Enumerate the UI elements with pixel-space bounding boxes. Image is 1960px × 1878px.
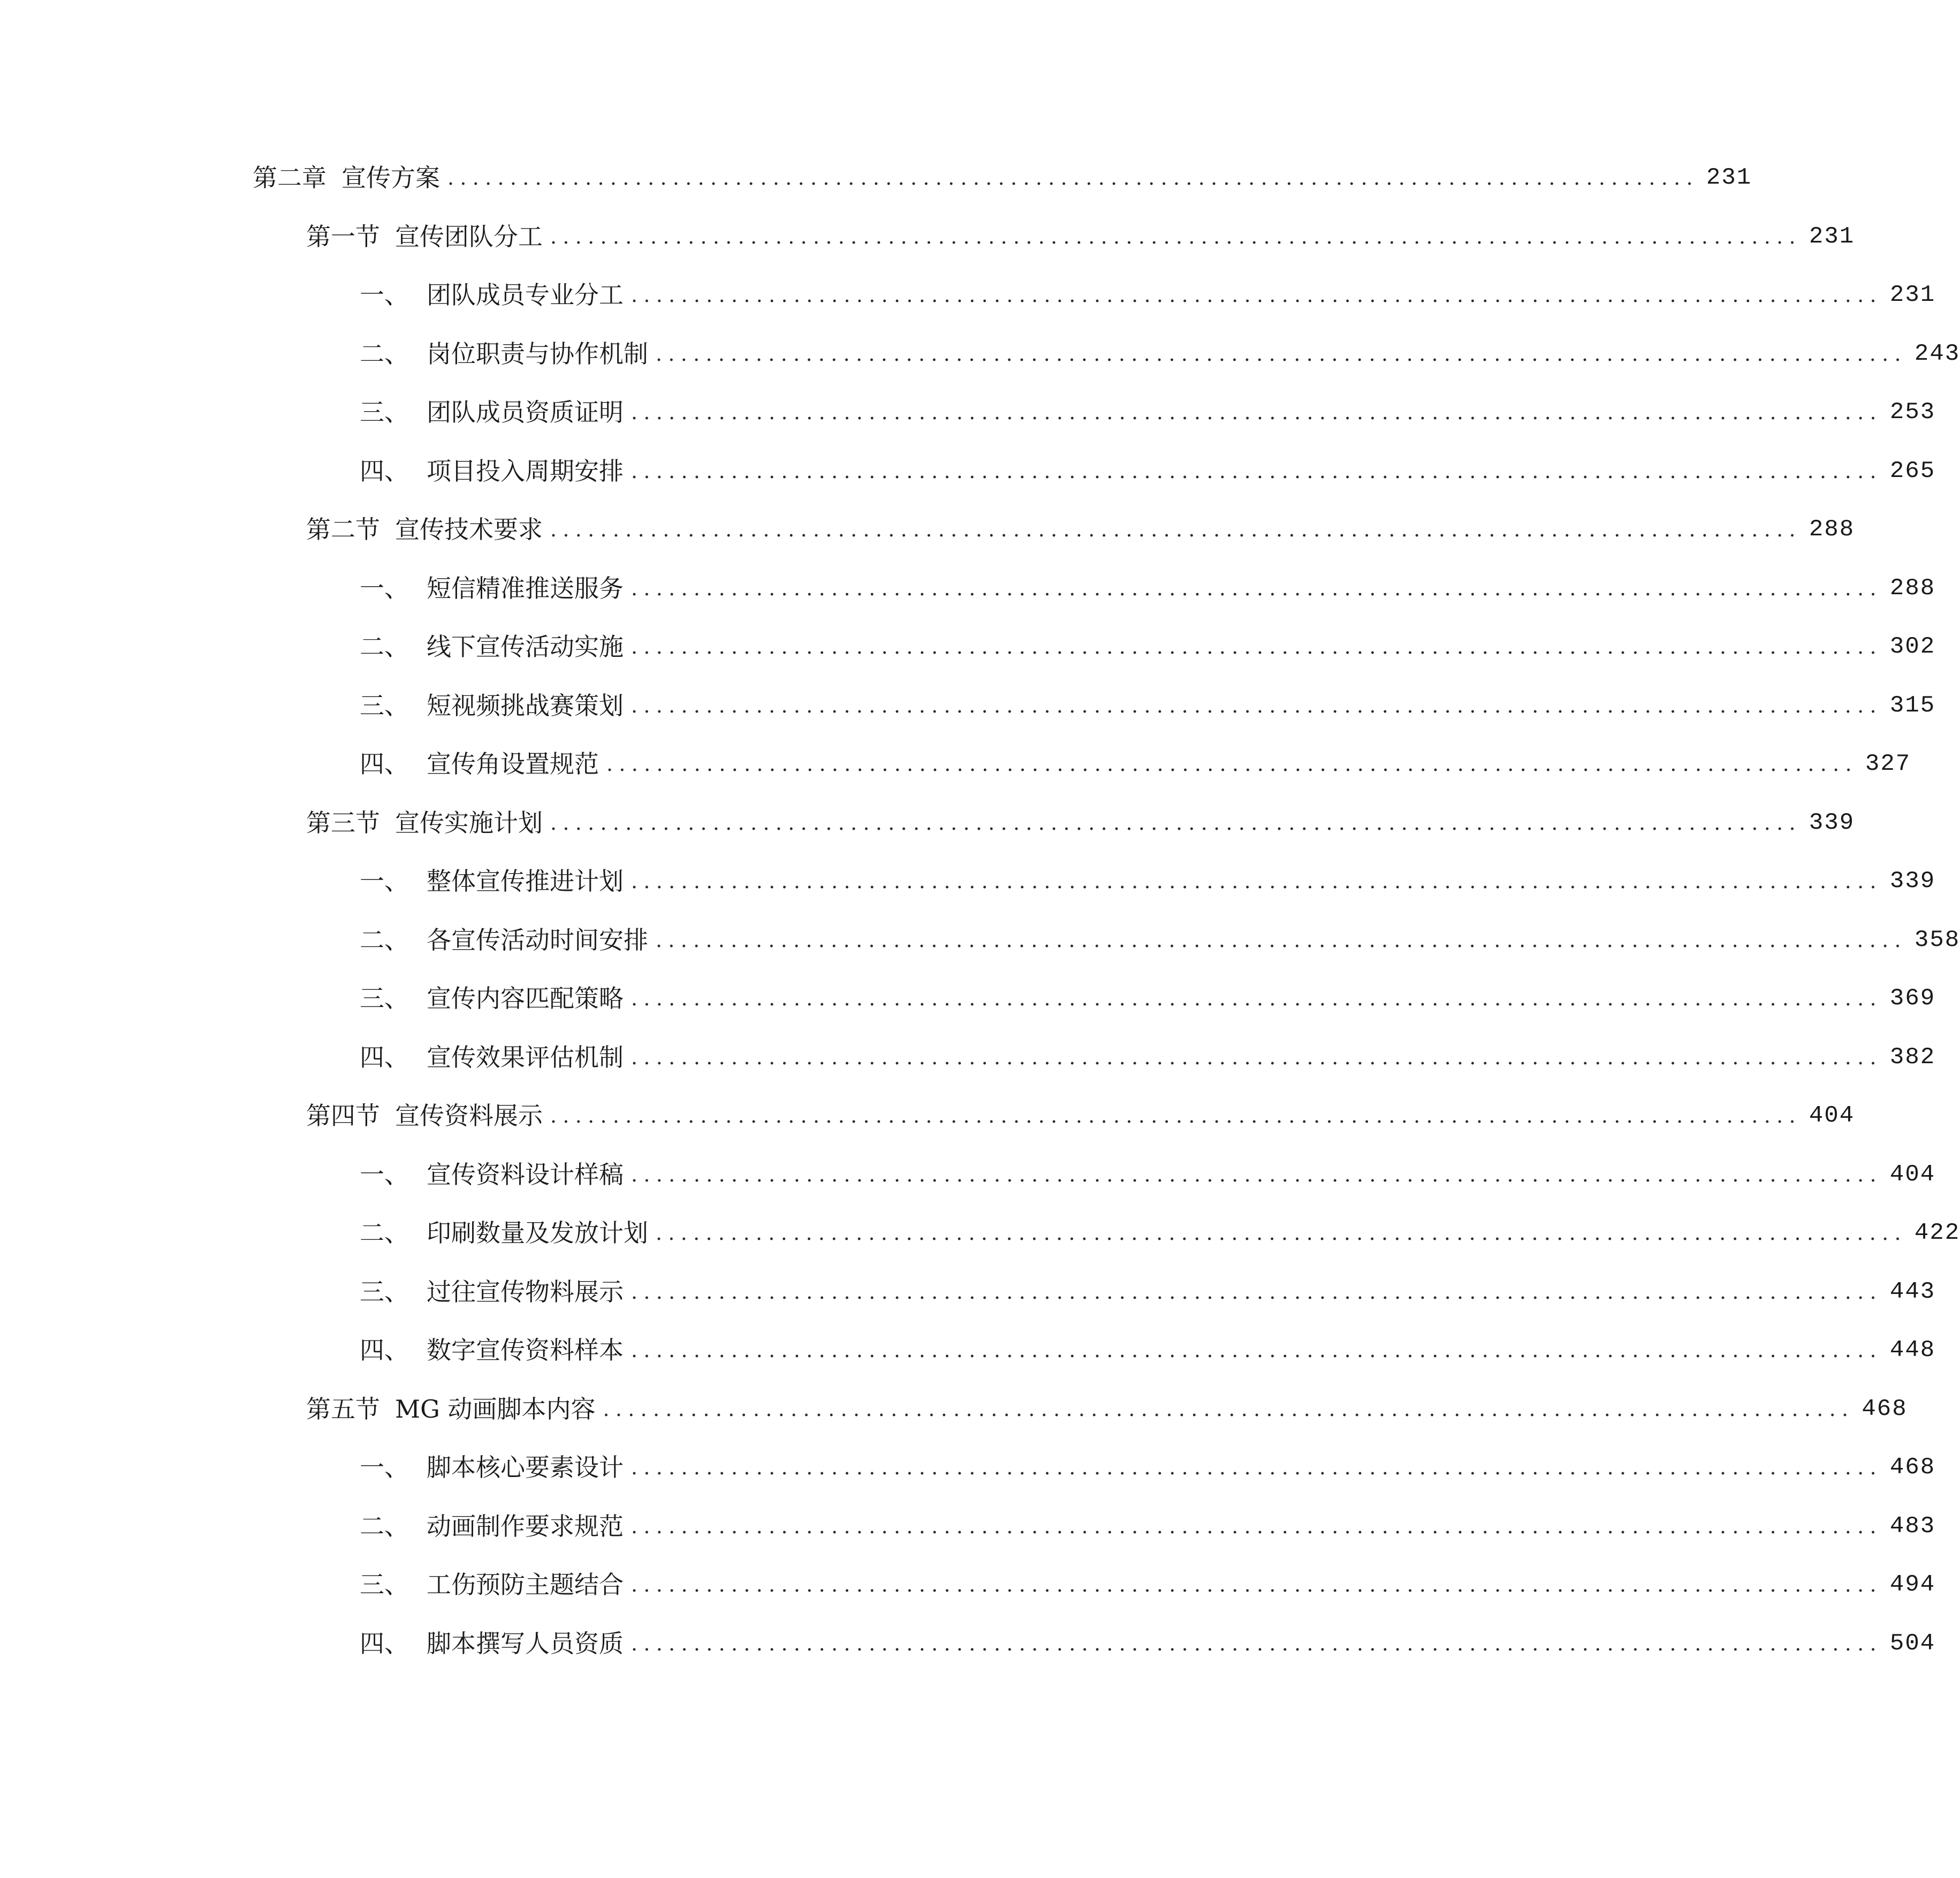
toc-entry-title: 宣传资料设计样稿: [427, 1160, 624, 1189]
toc-subsection-entry[interactable]: [360, 1211, 1960, 1254]
toc-entry-page: 288: [1809, 516, 1855, 543]
toc-entry-title: 项目投入周期安排: [427, 457, 624, 486]
dot-leader: ....................................................................................................: [631, 283, 1882, 307]
toc-entry-title: 宣传方案: [341, 163, 440, 192]
toc-entry-page: 382: [1889, 1044, 1936, 1071]
toc-subsection-entry[interactable]: [360, 1505, 1936, 1548]
toc-entry-label: [360, 1622, 624, 1665]
toc-subsection-entry[interactable]: [360, 567, 1936, 610]
toc-entry-title: 宣传技术要求: [395, 515, 543, 544]
toc-entry-label: [306, 1094, 543, 1137]
dot-leader: ....................................................................................................: [631, 400, 1882, 424]
toc-subsection-entry[interactable]: [360, 860, 1936, 903]
dot-leader: ....................................................................................................: [631, 577, 1882, 600]
toc-entry-label: [360, 919, 648, 961]
toc-entry-number: 第二节: [306, 515, 380, 544]
toc-entry-label: [360, 1270, 624, 1313]
dot-leader: ....................................................................................................: [656, 1221, 1907, 1245]
toc-entry-title: 宣传实施计划: [395, 808, 543, 837]
toc-entry-page: 231: [1889, 282, 1936, 308]
toc-entry-number: 一、: [360, 867, 409, 896]
dot-leader: ....................................................................................................: [656, 342, 1907, 366]
toc-entry-page: 243: [1914, 340, 1960, 367]
toc-entry-page: 231: [1706, 164, 1752, 191]
toc-entry-title: 宣传团队分工: [395, 222, 543, 251]
toc-entry-number: 四、: [360, 1336, 409, 1365]
toc-entry-number: 三、: [360, 1277, 409, 1306]
toc-section-entry[interactable]: [306, 1094, 1855, 1137]
dot-leader: ....................................................................................................: [631, 1632, 1882, 1655]
dot-leader: ....................................................................................................: [656, 928, 1907, 952]
toc-entry-title: 脚本核心要素设计: [427, 1453, 624, 1482]
dot-leader: ....................................................................................................: [606, 752, 1858, 776]
toc-entry-label: [306, 215, 543, 258]
toc-entry-page: 468: [1862, 1396, 1908, 1422]
toc-entry-page: 494: [1889, 1571, 1936, 1598]
toc-entry-title: 脚本撰写人员资质: [427, 1629, 624, 1658]
toc-entry-number: 第一节: [306, 222, 380, 251]
dot-leader: ....................................................................................................: [550, 518, 1802, 541]
toc-entry-page: 315: [1889, 692, 1936, 719]
toc-entry-title: 数字宣传资料样本: [427, 1336, 624, 1365]
toc-entry-number: 二、: [360, 1218, 409, 1247]
toc-entry-page: 504: [1889, 1630, 1936, 1657]
toc-entry-number: 三、: [360, 691, 409, 720]
toc-entry-number: 三、: [360, 398, 409, 427]
toc-subsection-entry[interactable]: [360, 919, 1960, 961]
toc-entry-number: 第二章: [253, 163, 326, 192]
dot-leader: ....................................................................................................: [631, 1046, 1882, 1069]
toc-entry-page: 231: [1809, 223, 1855, 250]
toc-entry-page: 448: [1889, 1337, 1936, 1364]
toc-subsection-entry[interactable]: [360, 743, 1911, 785]
toc-entry-number: 一、: [360, 1160, 409, 1189]
toc-chapter-entry[interactable]: [253, 156, 1752, 199]
dot-leader: ....................................................................................................: [550, 1104, 1802, 1127]
toc-subsection-entry[interactable]: [360, 274, 1936, 316]
toc-entry-number: 第三节: [306, 808, 380, 837]
toc-entry-page: 253: [1889, 399, 1936, 426]
toc-entry-number: 第五节: [306, 1395, 380, 1423]
toc-entry-label: [306, 508, 543, 551]
toc-entry-label: [360, 1563, 624, 1606]
toc-entry-number: 一、: [360, 281, 409, 309]
dot-leader: ....................................................................................................: [550, 225, 1802, 248]
toc-entry-page: 443: [1889, 1278, 1936, 1305]
dot-leader: ....................................................................................................: [631, 1338, 1882, 1362]
toc-entry-title: 过往宣传物料展示: [427, 1277, 624, 1306]
dot-leader: ....................................................................................................: [631, 1163, 1882, 1186]
toc-entry-title: 印刷数量及发放计划: [427, 1218, 648, 1247]
toc-subsection-entry[interactable]: [360, 684, 1936, 727]
toc-entry-title: 线下宣传活动实施: [427, 632, 624, 661]
toc-entry-page: 302: [1889, 633, 1936, 660]
toc-subsection-entry[interactable]: [360, 1329, 1936, 1372]
toc-entry-page: 468: [1889, 1454, 1936, 1481]
dot-leader: ....................................................................................................: [631, 1456, 1882, 1479]
toc-entry-title: 团队成员专业分工: [427, 281, 624, 309]
toc-entry-page: 358: [1914, 927, 1960, 953]
toc-entry-label: [360, 567, 624, 610]
toc-entry-label: [360, 274, 624, 316]
toc-entry-label: [360, 1153, 624, 1196]
toc-entry-page: 327: [1865, 751, 1911, 777]
toc-section-entry[interactable]: [306, 215, 1855, 258]
toc-section-entry[interactable]: [306, 801, 1855, 844]
dot-leader: ....................................................................................................: [631, 987, 1882, 1010]
toc-entry-label: [360, 684, 624, 727]
dot-leader: ....................................................................................................: [603, 1397, 1855, 1421]
toc-entry-page: 339: [1889, 868, 1936, 895]
toc-entry-title: 短视频挑战赛策划: [427, 691, 624, 720]
toc-entry-label: [360, 332, 648, 375]
toc-entry-title: 岗位职责与协作机制: [427, 339, 648, 368]
toc-subsection-entry[interactable]: [360, 1446, 1936, 1489]
dot-leader: ....................................................................................................: [631, 1280, 1882, 1304]
dot-leader: ....................................................................................................: [631, 635, 1882, 658]
toc-entry-number: 第四节: [306, 1101, 380, 1130]
toc-entry-page: 404: [1889, 1161, 1936, 1188]
toc-subsection-entry[interactable]: [360, 450, 1936, 493]
toc-entry-number: 二、: [360, 1512, 409, 1541]
toc-entry-title: 工伤预防主题结合: [427, 1570, 624, 1599]
toc-subsection-entry[interactable]: [360, 1563, 1936, 1606]
toc-entry-title: 各宣传活动时间安排: [427, 926, 648, 955]
toc-subsection-entry[interactable]: [360, 391, 1936, 434]
toc-entry-title: 宣传内容匹配策略: [427, 984, 624, 1013]
toc-entry-page: 483: [1889, 1513, 1936, 1540]
toc-entry-number: 三、: [360, 984, 409, 1013]
toc-entry-number: 一、: [360, 574, 409, 603]
toc-subsection-entry[interactable]: [360, 1036, 1936, 1079]
toc-entry-label: [360, 391, 624, 434]
toc-entry-label: [306, 1388, 595, 1430]
toc-entry-title: 整体宣传推进计划: [427, 867, 624, 896]
toc-entry-page: 404: [1809, 1102, 1855, 1129]
toc-entry-title: 宣传角设置规范: [427, 749, 599, 778]
dot-leader: ....................................................................................................: [631, 459, 1882, 483]
toc-entry-title: 宣传效果评估机制: [427, 1043, 624, 1072]
toc-subsection-entry[interactable]: [360, 625, 1936, 668]
toc-section-entry[interactable]: [306, 1388, 1908, 1430]
toc-entry-page: 288: [1889, 575, 1936, 602]
dot-leader: ....................................................................................................: [631, 1514, 1882, 1538]
dot-leader: ....................................................................................................: [631, 1573, 1882, 1596]
toc-entry-title: 短信精准推送服务: [427, 574, 624, 603]
toc-subsection-entry[interactable]: [360, 332, 1960, 375]
toc-entry-number: 二、: [360, 632, 409, 661]
toc-entry-label: [360, 743, 599, 785]
toc-entry-number: 四、: [360, 457, 409, 486]
toc-entry-title: 团队成员资质证明: [427, 398, 624, 427]
toc-entry-label: [360, 1211, 648, 1254]
toc-subsection-entry[interactable]: [360, 1153, 1936, 1196]
toc-entry-page: 265: [1889, 458, 1936, 484]
toc-entry-page: 422: [1914, 1220, 1960, 1246]
toc-entry-label: [253, 156, 440, 199]
toc-entry-number: 四、: [360, 1629, 409, 1658]
toc-section-entry[interactable]: [306, 508, 1855, 551]
dot-leader: ....................................................................................................: [447, 166, 1699, 190]
toc-entry-number: 四、: [360, 1043, 409, 1072]
toc-entry-label: [360, 860, 624, 903]
toc-entry-number: 二、: [360, 339, 409, 368]
dot-leader: ....................................................................................................: [550, 811, 1802, 835]
toc-entry-number: 一、: [360, 1453, 409, 1482]
toc-entry-label: [360, 625, 624, 668]
toc-entry-label: [360, 1446, 624, 1489]
toc-entry-label: [360, 450, 624, 493]
toc-entry-number: 三、: [360, 1570, 409, 1599]
toc-subsection-entry[interactable]: [360, 1622, 1936, 1665]
toc-entry-page: 339: [1809, 809, 1855, 836]
toc-entry-label: [360, 1329, 624, 1372]
toc-entry-number: 二、: [360, 926, 409, 955]
toc-entry-label: [360, 1036, 624, 1079]
toc-entry-title: 宣传资料展示: [395, 1101, 543, 1130]
toc-entry-title: 动画制作要求规范: [427, 1512, 624, 1541]
toc-entry-label: [360, 1505, 624, 1548]
dot-leader: ....................................................................................................: [631, 694, 1882, 717]
dot-leader: ....................................................................................................: [631, 869, 1882, 893]
toc-entry-number: 四、: [360, 749, 409, 778]
toc-entry-label: [306, 801, 543, 844]
toc-entry-label: [360, 977, 624, 1020]
toc-entry-page: 369: [1889, 985, 1936, 1012]
toc-subsection-entry[interactable]: [360, 1270, 1936, 1313]
toc-subsection-entry[interactable]: [360, 977, 1936, 1020]
toc-entry-title: MG 动画脚本内容: [395, 1395, 596, 1423]
